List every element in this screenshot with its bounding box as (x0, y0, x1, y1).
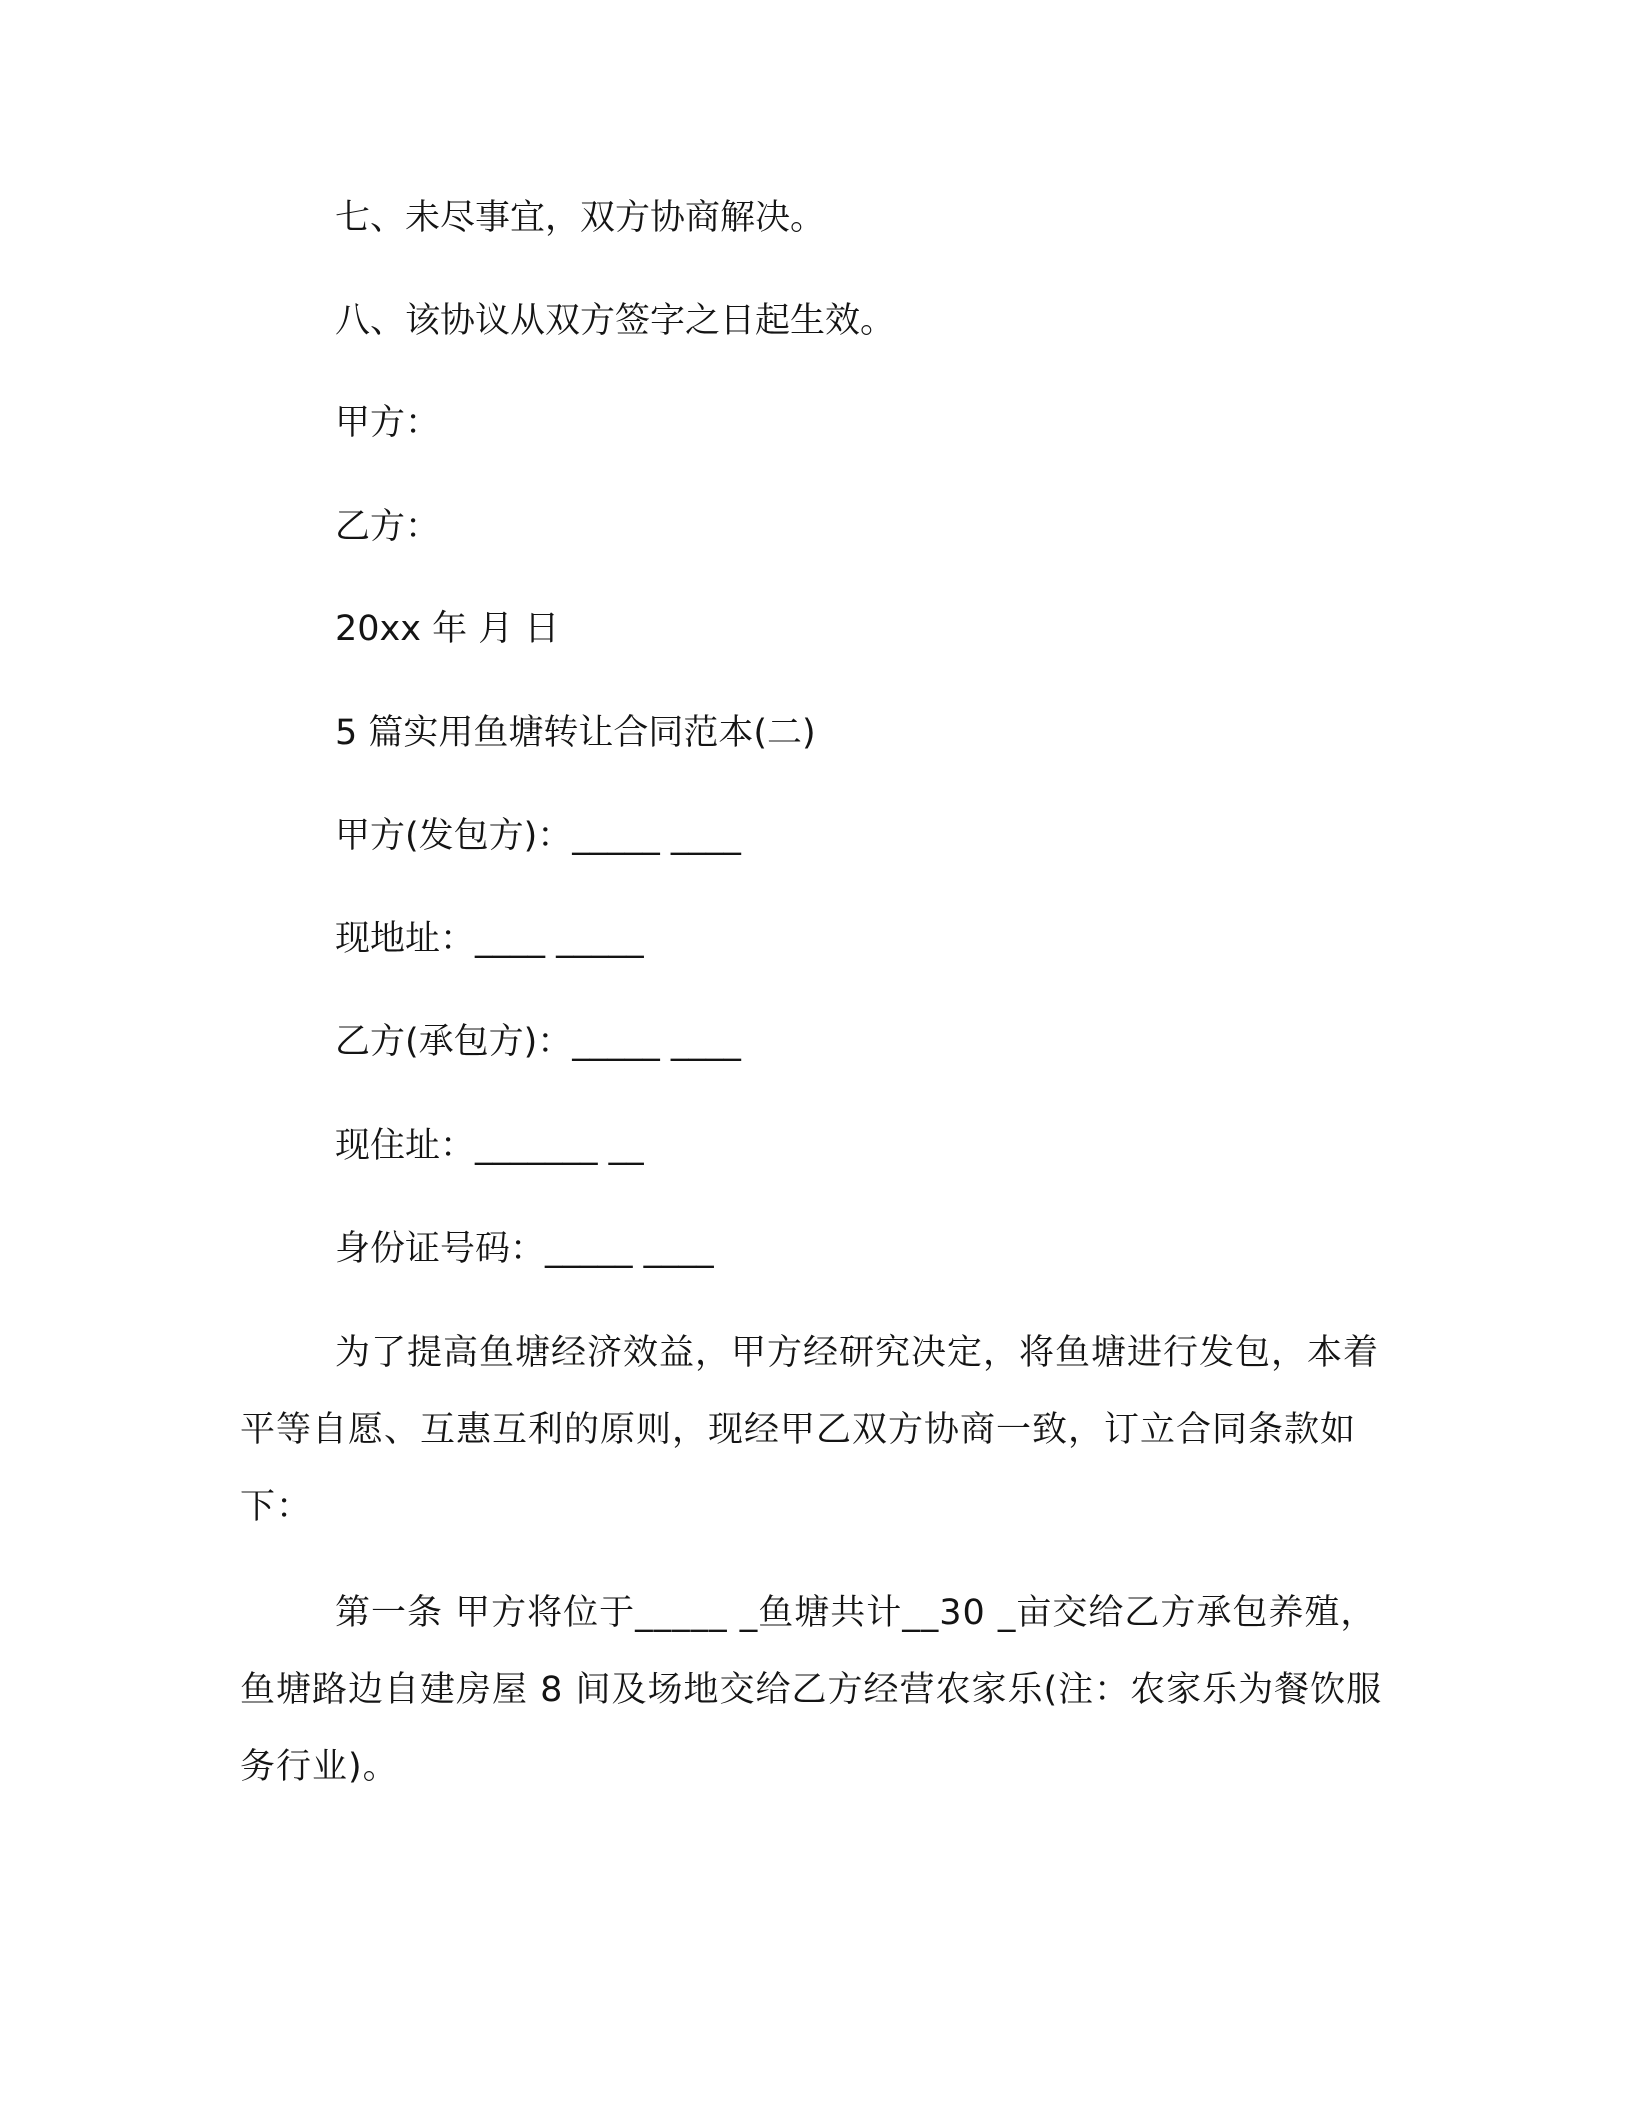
party-a-address: 现地址：____ _____ (335, 919, 644, 959)
id-number: 身份证号码：_____ ____ (335, 1229, 714, 1269)
signing-date: 20xx 年 月 日 (335, 609, 560, 649)
clause-eight: 八、该协议从双方签字之日起生效。 (335, 301, 896, 341)
party-a-signature: 甲方： (335, 403, 441, 443)
section-title: 5 篇实用鱼塘转让合同范本(二) (335, 713, 816, 753)
party-b-contractee: 乙方(承包方)：_____ ____ (335, 1022, 741, 1062)
preamble-paragraph: 为了提高鱼塘经济效益，甲方经研究决定，将鱼塘进行发包，本着平等自愿、互惠互利的原则，现经甲乙双方协商一致，订立合同条款如下： (240, 1333, 1380, 1527)
party-b-signature: 乙方： (335, 507, 441, 547)
clause-seven: 七、未尽事宜，双方协商解决。 (335, 198, 826, 238)
party-a-contractor: 甲方(发包方)：_____ ____ (335, 816, 741, 856)
article-one-paragraph: 第一条 甲方将位于_____ _鱼塘共计__30 _亩交给乙方承包养殖，鱼塘路边自建房屋 8 间及场地交给乙方经营农家乐(注：农家乐为餐饮服务行业)。 (240, 1593, 1383, 1787)
party-b-residence: 现住址：_______ __ (335, 1126, 644, 1166)
